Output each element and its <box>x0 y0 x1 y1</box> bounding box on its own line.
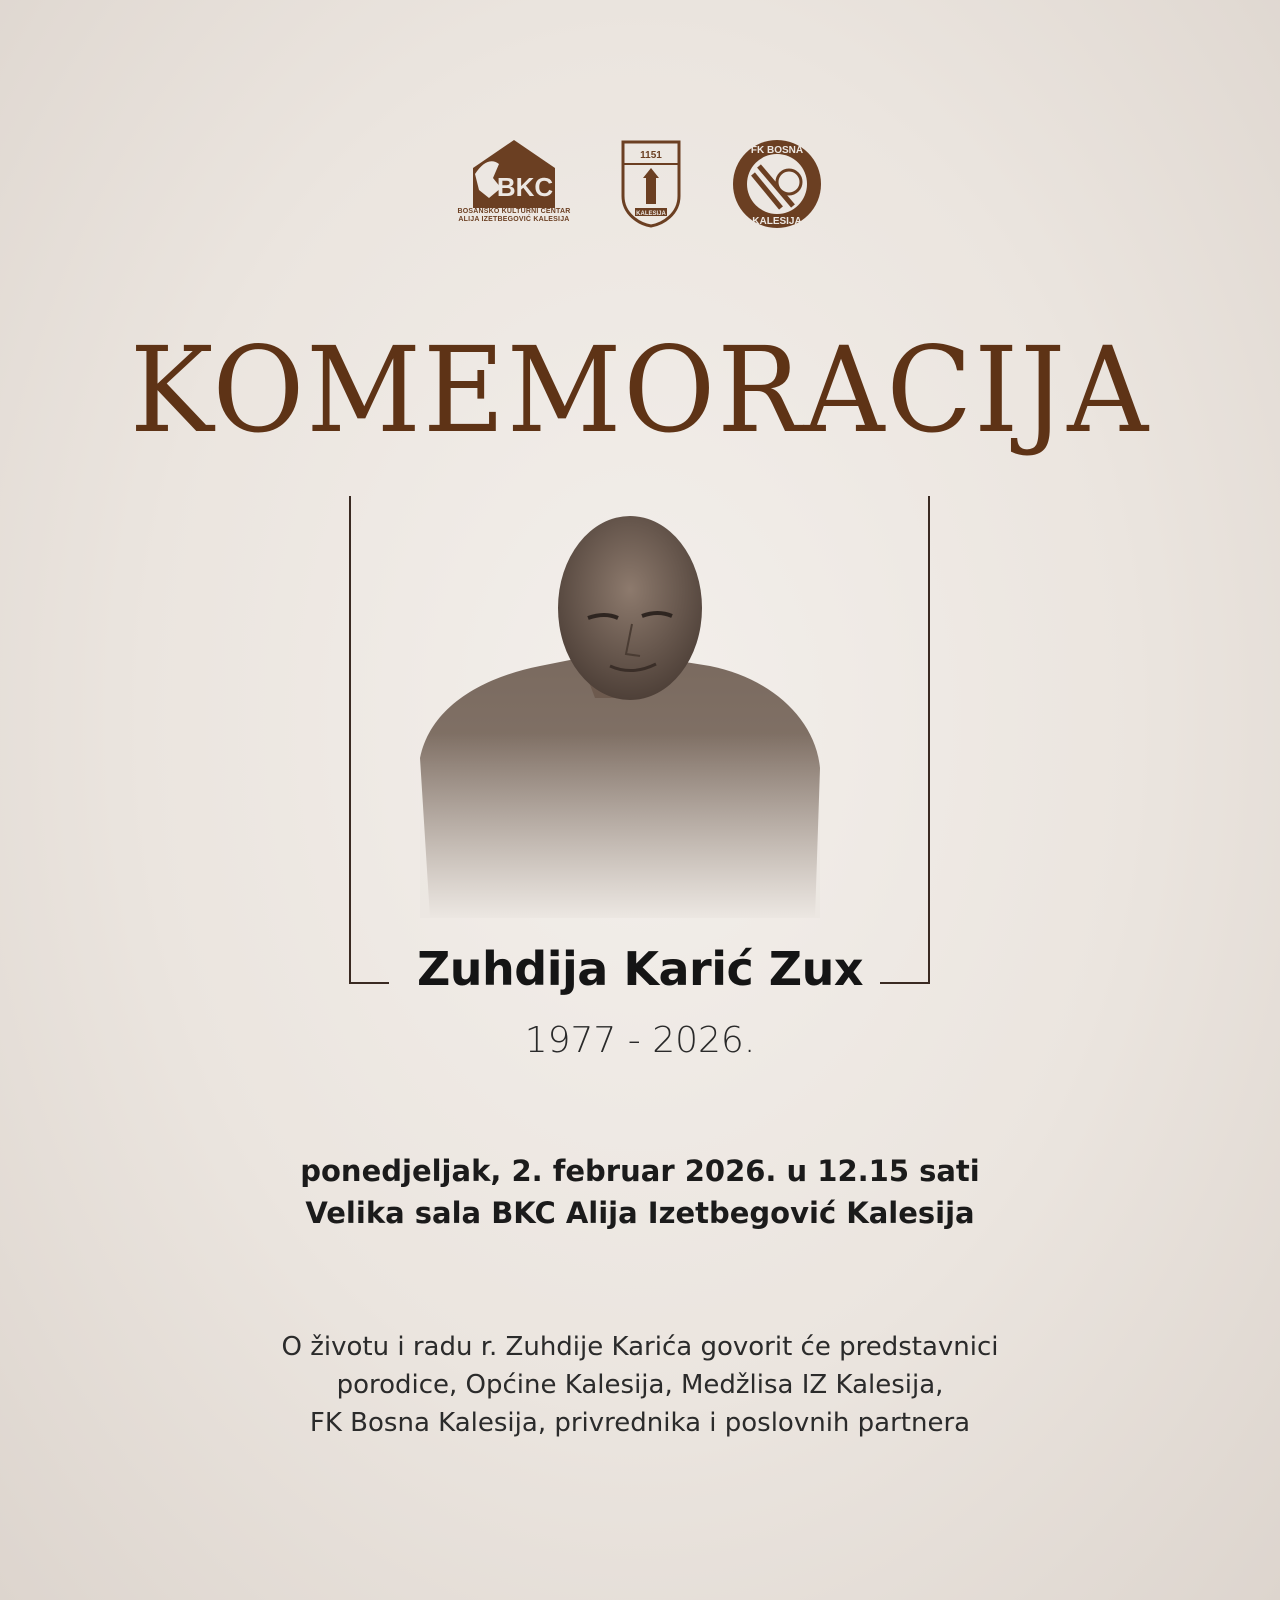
page-title: KOMEMORACIJA <box>129 322 1151 460</box>
bkc-subtitle-1: BOSANSKO KULTURNI CENTAR <box>457 208 571 215</box>
bkc-mark-text: BKC <box>496 172 554 202</box>
description-line-3: FK Bosna Kalesija, privrednika i poslovnih partnera <box>309 1408 971 1438</box>
fk-bosna-logo <box>731 138 823 230</box>
coat-of-arms-icon <box>619 138 683 228</box>
frame-right-line <box>928 496 930 984</box>
badge-top-text: FK BOSNA <box>750 145 803 156</box>
kalesija-coat-of-arms-logo <box>619 138 683 228</box>
bkc-logo <box>457 138 570 224</box>
badge-bottom-text: KALESIJA <box>751 216 802 227</box>
description-line-1: O životu i radu r. Zuhdije Karića govorit će predstavnici <box>281 1332 999 1362</box>
person-years: 1977 - 2026. <box>524 1020 756 1061</box>
coat-town-text: KALESIJA <box>635 211 666 217</box>
fk-bosna-badge-icon <box>731 138 823 230</box>
bkc-house-icon <box>469 138 559 208</box>
coat-year-text: 1151 <box>639 150 662 161</box>
event-details <box>0 1150 1280 1234</box>
frame-left-line <box>349 496 351 984</box>
person-name: Zuhdija Karić Zux <box>416 942 864 996</box>
event-description <box>0 1328 1280 1442</box>
bkc-subtitle-2: ALIJA IZETBEGOVIĆ KALESIJA <box>458 216 570 223</box>
logo-row <box>0 138 1280 230</box>
description-line-2: porodice, Općine Kalesija, Medžlisa IZ Kalesija, <box>336 1370 944 1400</box>
event-location: Velika sala BKC Alija Izetbegović Kalesija <box>305 1196 975 1230</box>
event-datetime: ponedjeljak, 2. februar 2026. u 12.15 sati <box>300 1154 980 1188</box>
portrait-photo <box>420 508 820 918</box>
